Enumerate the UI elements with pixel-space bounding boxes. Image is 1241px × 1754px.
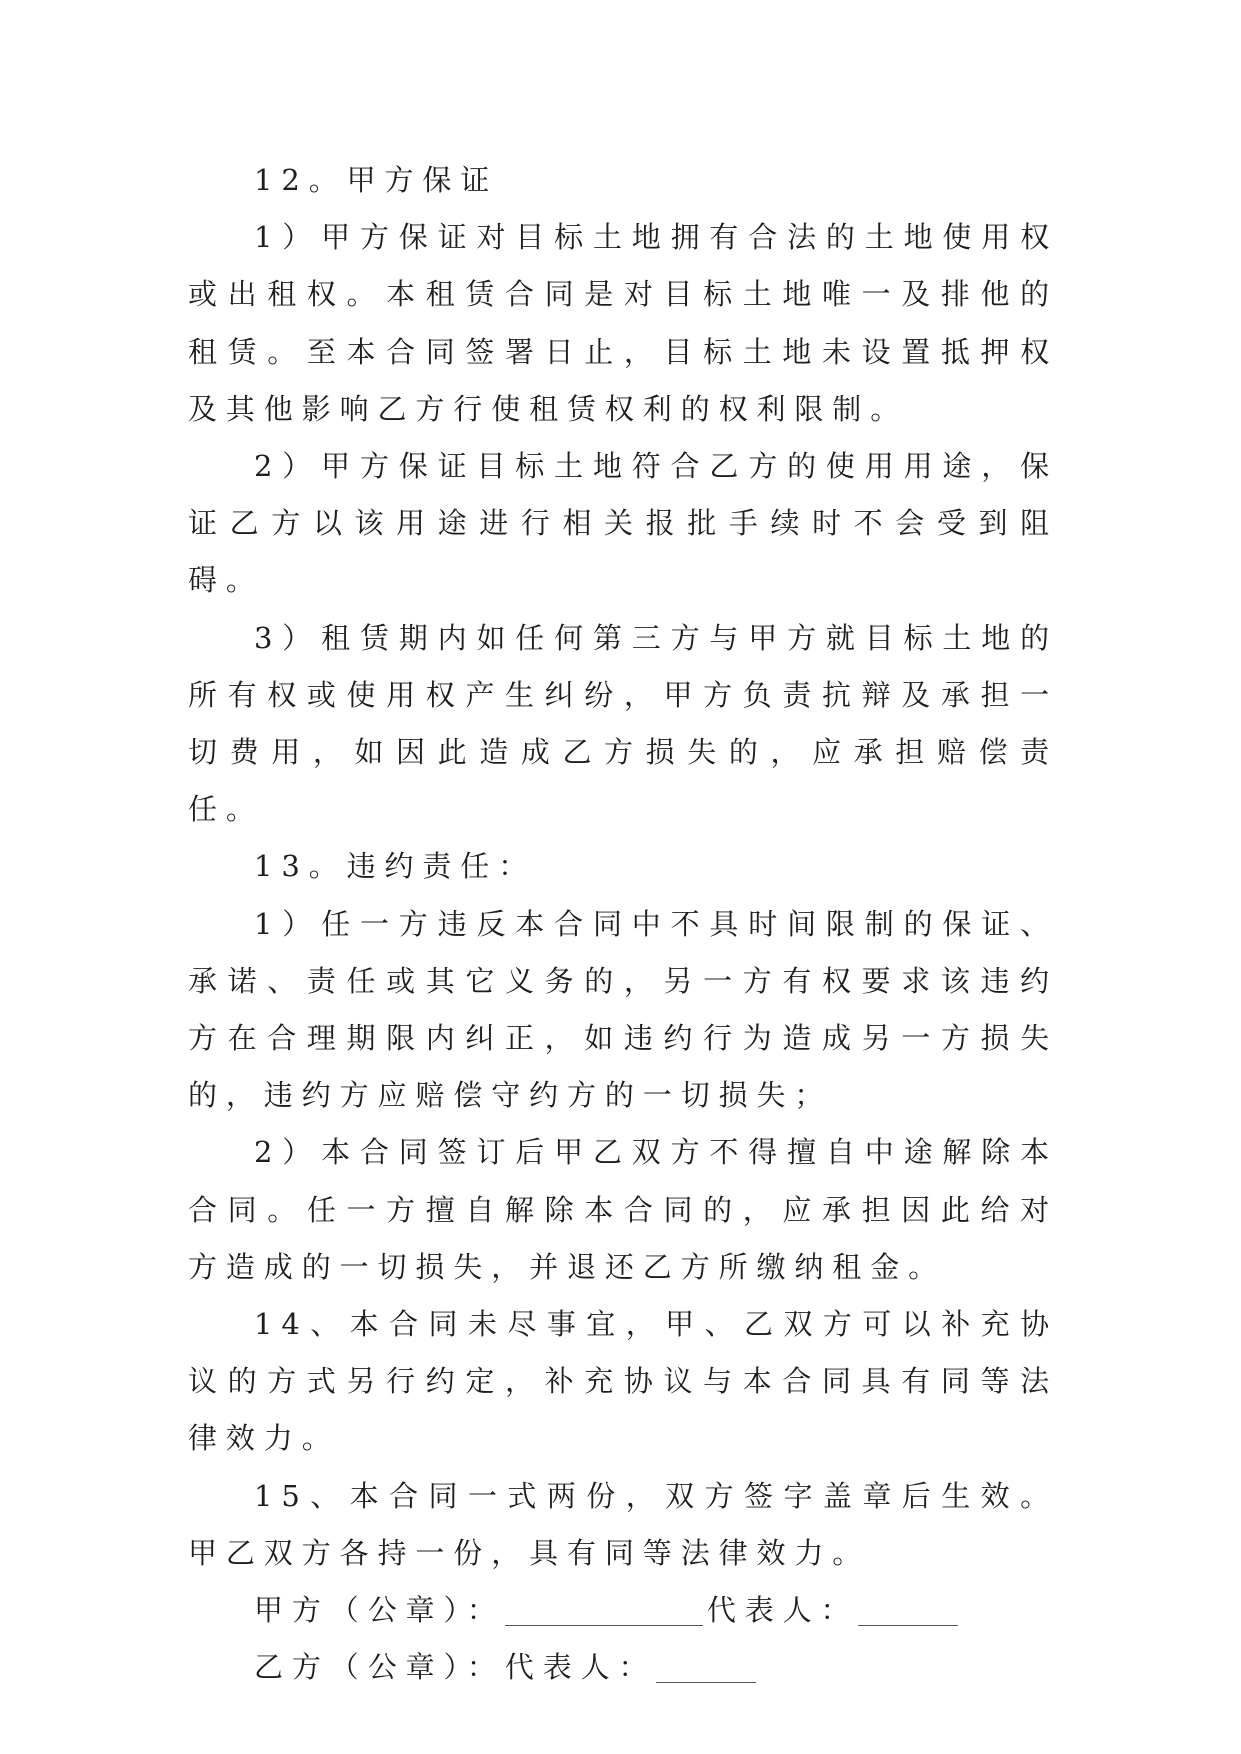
clause-12-heading: 12。甲方保证 <box>254 163 499 197</box>
clause-12-item-3: 3）租赁期内如任何第三方与甲方就目标土地的所有权或使用权产生纠纷，甲方负责抗辩及承担一切费用，如因此造成乙方损失的，应承担赔偿责任。 <box>188 620 1058 827</box>
party-b-rep-blank <box>656 1648 756 1683</box>
party-a-rep-label: 代表人： <box>706 1593 859 1628</box>
clause-12-item-2: 2）甲方保证目标土地符合乙方的使用用途，保证乙方以该用途进行相关报批手续时不会受到阻碍。 <box>188 449 1058 598</box>
party-a-signature-line <box>188 1582 1058 1639</box>
clause-12-item-1: 1）甲方保证对目标土地拥有合法的土地使用权或出租权。本租赁合同是对目标土地唯一及排他的租赁。至本合同签署日止，目标土地未设置抵押权及其他影响乙方行使租赁权利的权利限制。 <box>188 220 1058 426</box>
clause-15: 15、本合同一式两份，双方签字盖章后生效。甲乙双方各持一份，具有同等法律效力。 <box>188 1478 1058 1570</box>
contract-body <box>188 152 1058 1696</box>
clause-13-heading: 13。违约责任： <box>254 849 537 884</box>
party-a-rep-blank <box>858 1591 958 1626</box>
party-b-label: 乙方（公章）：代表人： <box>254 1650 657 1685</box>
party-a-seal-blank <box>505 1591 703 1626</box>
clause-14: 14、本合同未尽事宜，甲、乙双方可以补充协议的方式另行约定，补充协议与本合同具有同等法律效力。 <box>188 1307 1058 1456</box>
clause-13-item-1: 1）任一方违反本合同中不具时间限制的保证、承诺、责任或其它义务的，另一方有权要求该违约方在合理期限内纠正，如违约行为造成另一方损失的，违约方应赔偿守约方的一切损失； <box>188 906 1058 1113</box>
party-b-signature-line <box>188 1639 1058 1696</box>
party-a-label: 甲方（公章）： <box>254 1593 505 1628</box>
clause-13-item-2: 2）本合同签订后甲乙双方不得擅自中途解除本合同。任一方擅自解除本合同的，应承担因此给对方造成的一切损失，并退还乙方所缴纳租金。 <box>188 1135 1058 1284</box>
